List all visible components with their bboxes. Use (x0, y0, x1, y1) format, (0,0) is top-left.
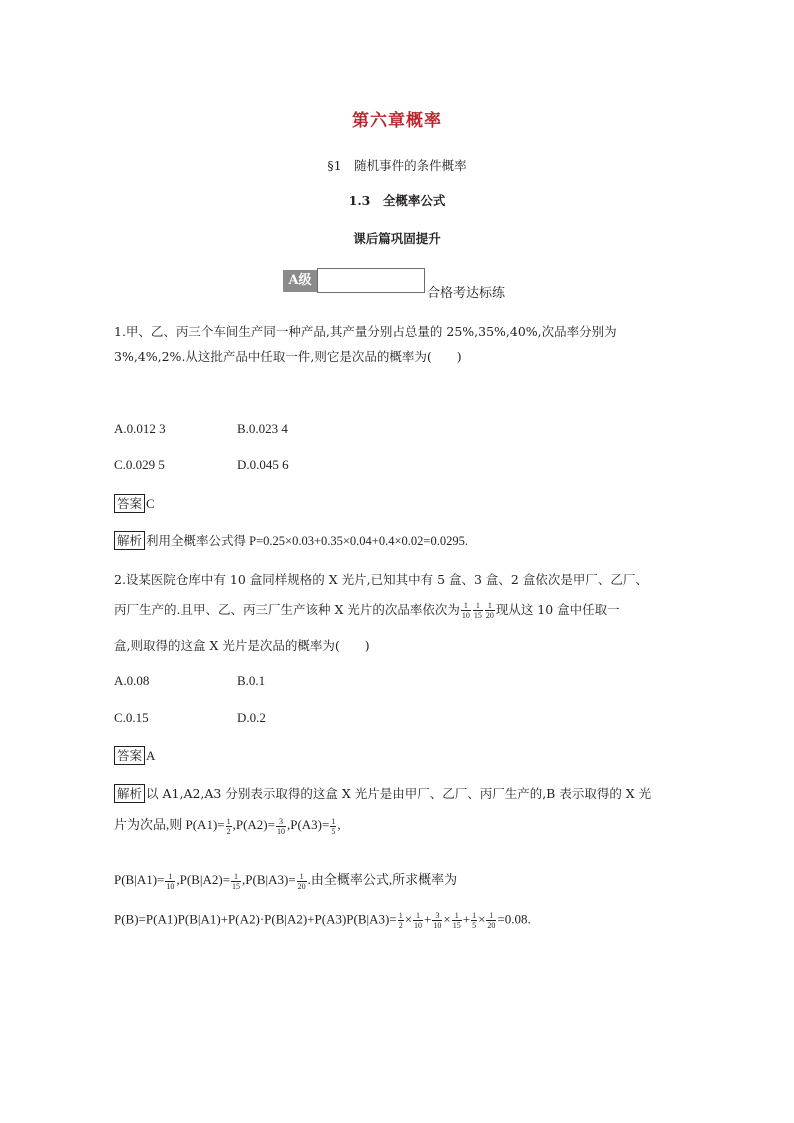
text: .由全概率公式,所求概率为 (307, 872, 458, 887)
subsection-title: 1.3 全概率公式 (348, 193, 446, 208)
fraction (297, 872, 307, 891)
q2-stem-line3: 盒,则取得的这盒 X 光片是次品的概率为( ) (114, 638, 370, 653)
fraction (471, 911, 477, 930)
chapter-title: 第六章概率 (352, 111, 442, 131)
q2-option-c: C.0.15 (114, 710, 149, 725)
q2-stem-line2-text-b: 现从这 10 盒中任取一 (495, 602, 620, 617)
text: ,P(A2)= (232, 817, 275, 832)
frac-num: 1 (473, 601, 483, 611)
fraction (330, 817, 336, 836)
exercise-title: 课后篇巩固提升 (353, 231, 441, 246)
level-badge: A级 (283, 270, 317, 292)
frac-den: 20 (487, 921, 496, 930)
operator: + (462, 911, 471, 927)
q2-fraction-1-20 (485, 601, 495, 620)
frac-den: 10 (276, 826, 285, 836)
q1-answer-row (114, 494, 155, 513)
q2-analysis-line1 (114, 784, 651, 803)
frac-den: 20 (297, 881, 306, 891)
frac-num: 1 (452, 911, 462, 921)
q2-answer-tag: 答案 (114, 746, 145, 765)
level-label: 合格考达标练 (427, 286, 506, 301)
frac-den: 20 (485, 611, 494, 620)
frac-num: 3 (432, 911, 442, 921)
q1-stem-line2: 3%,4%,2%.从这批产品中任取一件,则它是次品的概率为( ) (114, 349, 462, 364)
frac-den: 15 (232, 881, 241, 891)
q2-stem-line2-text-a: 丙厂生产的.且甲、乙、丙三厂生产该种 X 光片的次品率依次为 (114, 602, 460, 617)
frac-den: 2 (226, 826, 231, 836)
q2-option-a: A.0.08 (114, 673, 150, 688)
q2-fraction-1-15 (473, 601, 483, 620)
q2-analysis-line2 (114, 814, 341, 836)
level-box (317, 268, 425, 293)
frac-num: 1 (461, 601, 471, 611)
fraction (276, 817, 286, 836)
operator: × (478, 911, 486, 927)
frac-den: 15 (452, 921, 461, 930)
text: =0.08. (497, 911, 531, 927)
q1-option-c: C.0.029 5 (114, 457, 165, 472)
q1-option-d: D.0.045 6 (237, 457, 289, 472)
fraction (231, 872, 241, 891)
frac-num: 1 (398, 911, 403, 920)
fraction (432, 911, 442, 930)
q2-option-d: D.0.2 (237, 710, 266, 725)
fraction (486, 911, 496, 930)
q2-analysis-line3 (114, 869, 457, 891)
frac-num: 1 (297, 872, 307, 882)
q2-analysis-line4 (114, 911, 531, 930)
q2-answer-row (114, 746, 155, 765)
frac-den: 2 (398, 921, 403, 930)
frac-num: 1 (165, 872, 175, 882)
q1-analysis-row (114, 531, 468, 550)
q2-stem-line1: 2.设某医院仓库中有 10 盒同样规格的 X 光片,已知其中有 5 盒、3 盒、2 盒依次是甲厂、乙厂、 (114, 572, 648, 587)
text: ,P(B|A2)= (176, 872, 231, 887)
q2-fraction-1-10 (461, 601, 471, 620)
frac-num: 1 (486, 911, 496, 921)
frac-num: 1 (472, 911, 477, 920)
frac-num: 1 (331, 816, 336, 826)
text: , (337, 817, 341, 832)
q1-answer-tag: 答案 (114, 494, 145, 513)
q1-option-b: B.0.023 4 (237, 421, 288, 436)
q2-stem-line2 (114, 600, 620, 620)
fraction (452, 911, 462, 930)
q2-analysis-line1-text: 以 A1,A2,A3 分别表示取得的这盒 X 光片是由甲厂、乙厂、丙厂生产的,B 表示取得的 X 光 (146, 786, 652, 801)
operator: × (443, 911, 451, 927)
frac-num: 3 (276, 817, 286, 827)
frac-den: 5 (472, 921, 477, 930)
q1-analysis-tag: 解析 (114, 531, 145, 550)
q1-answer-value: C (146, 496, 155, 511)
frac-num: 1 (413, 911, 423, 921)
text: ,P(A3)= (286, 817, 330, 832)
frac-num: 1 (231, 872, 241, 882)
fraction (165, 872, 175, 891)
text: P(B)=P(A1)P(B|A1)+P(A2)·P(B|A2)+P(A3)P(B|A3)= (114, 911, 397, 927)
operator: × (404, 911, 413, 927)
operator: + (424, 911, 432, 927)
frac-den: 10 (414, 921, 423, 930)
q2-analysis-tag: 解析 (114, 784, 145, 803)
q1-option-a: A.0.012 3 (114, 421, 166, 436)
frac-den: 10 (461, 611, 470, 620)
text: P(B|A1)= (114, 872, 165, 887)
fraction (226, 817, 232, 836)
q2-option-b: B.0.1 (237, 673, 266, 688)
text: 片为次品,则 P(A1)= (114, 817, 225, 832)
q1-stem-line1: 1.甲、乙、丙三个车间生产同一种产品,其产量分别占总量的 25%,35%,40%,次品率分别为 (114, 324, 617, 339)
frac-num: 1 (485, 601, 495, 611)
frac-den: 15 (473, 611, 482, 620)
q2-answer-value: A (146, 748, 156, 763)
frac-den: 10 (166, 881, 175, 891)
text: ,P(B|A3)= (242, 872, 296, 887)
section-title: §1 随机事件的条件概率 (327, 158, 467, 173)
frac-den: 5 (331, 826, 336, 836)
fraction (398, 911, 404, 930)
frac-den: 10 (433, 921, 442, 930)
q1-analysis-text: 利用全概率公式得 P=0.25×0.03+0.35×0.04+0.4×0.02=0.0295. (146, 534, 468, 548)
fraction (413, 911, 423, 930)
frac-num: 1 (226, 816, 231, 826)
